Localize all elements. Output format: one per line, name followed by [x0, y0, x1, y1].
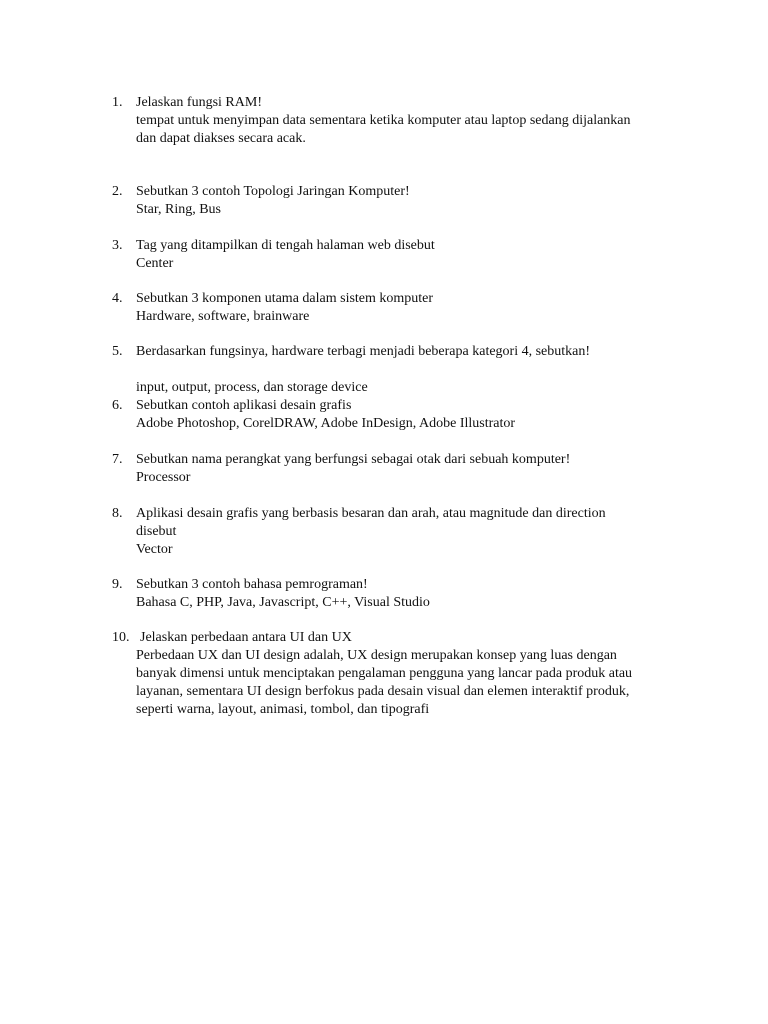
answer-text: input, output, process, dan storage device: [136, 380, 368, 395]
item-body: [136, 94, 672, 148]
question-text: Jelaskan perbedaan antara UI dan UX: [140, 630, 352, 645]
answer-text: Adobe Photoshop, CorelDRAW, Adobe InDesign, Adobe Illustrator: [136, 416, 516, 431]
item-number: 3.: [112, 238, 123, 253]
item-body: [136, 397, 672, 433]
answer-text: Vector: [136, 542, 173, 557]
answer-text: Perbedaan UX dan UI design adalah, UX design merupakan konsep yang luas dengan: [136, 648, 617, 663]
item-number: 2.: [112, 184, 123, 199]
item-number: 8.: [112, 506, 123, 521]
item-number: 9.: [112, 577, 123, 592]
question-text: Aplikasi desain grafis yang berbasis besaran dan arah, atau magnitude dan direction: [136, 506, 606, 521]
question-text: Jelaskan fungsi RAM!: [136, 95, 262, 110]
item-number: 5.: [112, 344, 123, 359]
item-body: [136, 576, 672, 612]
question-text: disebut: [136, 524, 177, 539]
question-text: Sebutkan 3 komponen utama dalam sistem komputer: [136, 291, 434, 306]
question-text: Sebutkan contoh aplikasi desain grafis: [136, 398, 352, 413]
item-body: [136, 343, 672, 397]
item-body: [136, 505, 672, 559]
answer-text: layanan, sementara UI design berfokus pada desain visual dan elemen interaktif produk,: [136, 684, 630, 699]
question-text: Sebutkan 3 contoh bahasa pemrograman!: [136, 577, 368, 592]
item-number: 4.: [112, 291, 123, 306]
item-number: 10.: [112, 630, 130, 645]
item-body: [136, 290, 672, 326]
question-text: Berdasarkan fungsinya, hardware terbagi menjadi beberapa kategori 4, sebutkan!: [136, 344, 591, 359]
answer-text: Star, Ring, Bus: [136, 202, 222, 217]
item-number: 7.: [112, 452, 123, 467]
question-text: Sebutkan nama perangkat yang berfungsi sebagai otak dari sebuah komputer!: [136, 452, 571, 467]
item-body: [136, 451, 672, 487]
item-body: [136, 237, 672, 273]
question-text: Sebutkan 3 contoh Topologi Jaringan Komputer!: [136, 184, 410, 199]
item-body: [136, 183, 672, 219]
answer-text: tempat untuk menyimpan data sementara ketika komputer atau laptop sedang dijalankan: [136, 113, 631, 128]
answer-text: seperti warna, layout, animasi, tombol, dan tipografi: [136, 702, 430, 717]
blank-line: [136, 361, 672, 379]
answer-text: Bahasa C, PHP, Java, Javascript, C++, Visual Studio: [136, 595, 430, 610]
item-number: 6.: [112, 398, 123, 413]
answer-text: Center: [136, 256, 174, 271]
item-number: 1.: [112, 95, 123, 110]
question-text: Tag yang ditampilkan di tengah halaman web disebut: [136, 238, 435, 253]
answer-text: Hardware, software, brainware: [136, 309, 310, 324]
answer-text: Processor: [136, 470, 191, 485]
item-body: [136, 629, 672, 719]
answer-text: dan dapat diakses secara acak.: [136, 131, 306, 146]
answer-text: banyak dimensi untuk menciptakan pengalaman pengguna yang lancar pada produk atau: [136, 666, 633, 681]
